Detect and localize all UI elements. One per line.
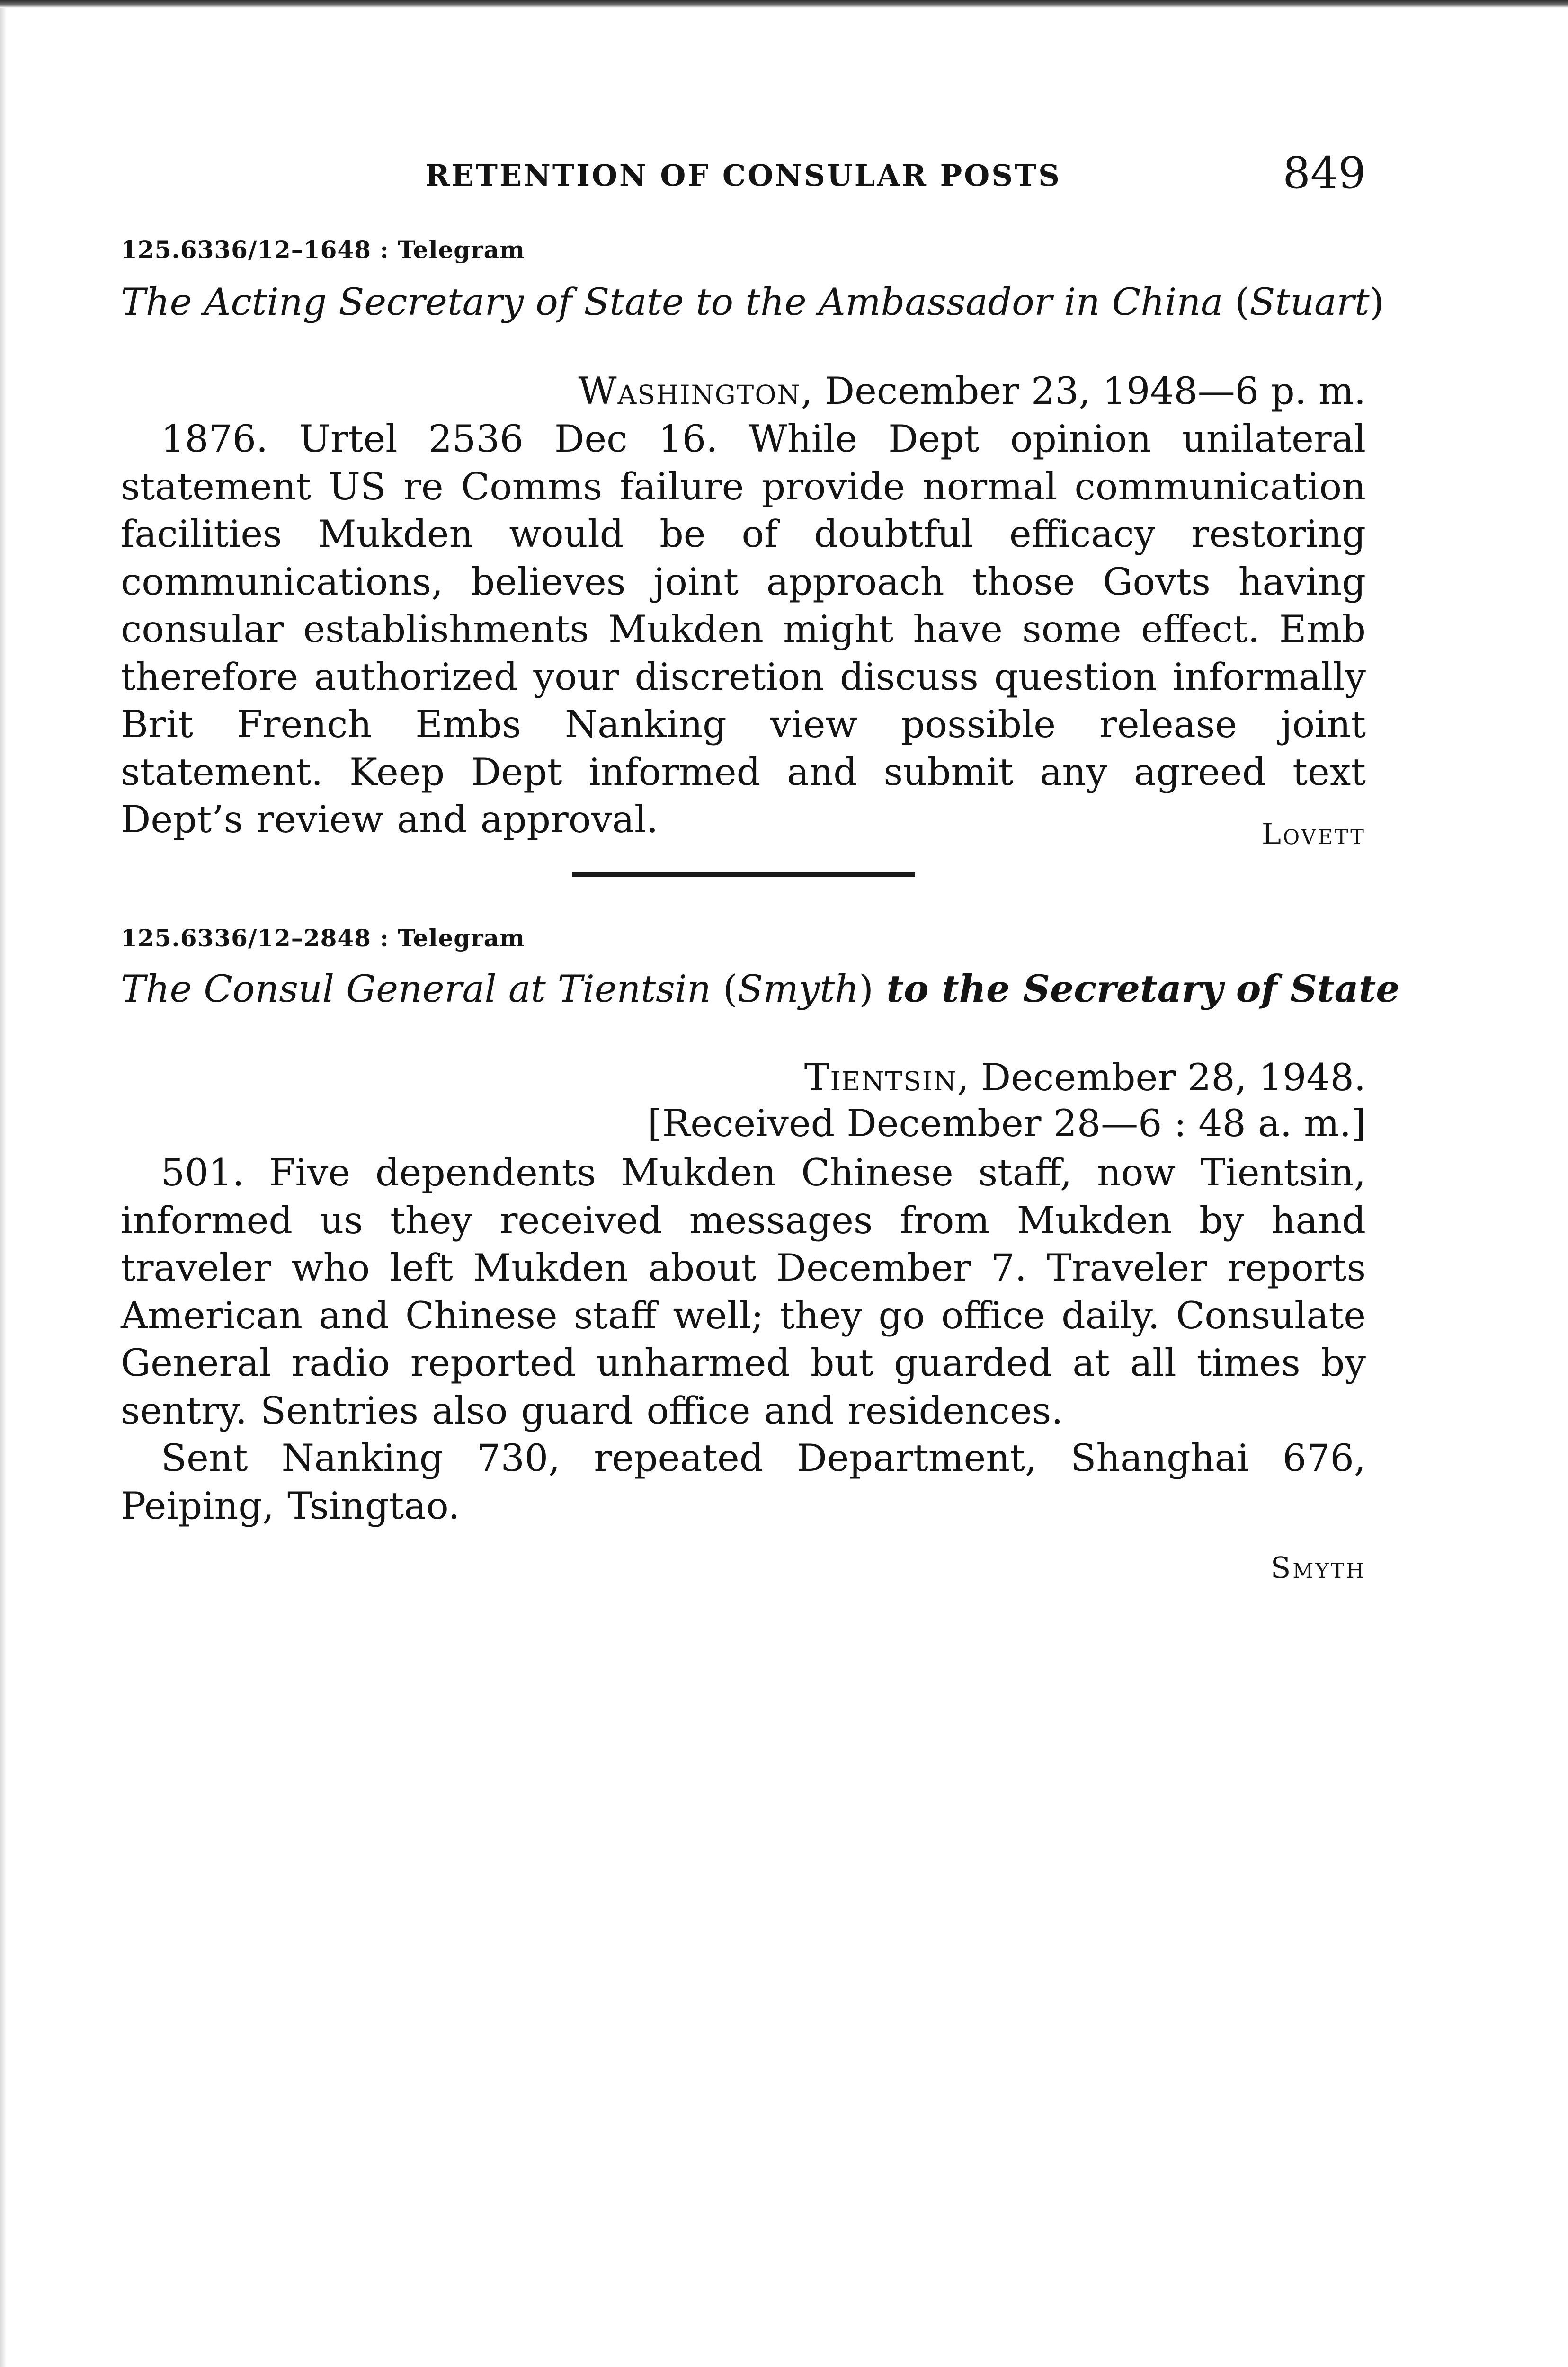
section-divider: [572, 872, 915, 877]
body-paragraph: 1876. Urtel 2536 Dec 16. While Dept opinion unilateral statement US re Comms failure provide normal communication facilities Mukden would be of doubtful efficacy restoring communications, believes joint approach those Govts having consular establishments Mukden might have some effect. Emb therefore authorized your discretion discuss question informally Brit French Embs Nanking view possible release joint statement. Keep Dept informed and submit any agreed text Dept’s review and approval.: [121, 417, 1366, 841]
telegram-body: [121, 1149, 1366, 1530]
scan-left-edge: [0, 8, 7, 2367]
scan-top-edge: [0, 0, 1568, 8]
page-header: [121, 148, 1366, 205]
title-paren-open: (: [722, 967, 738, 1011]
dateline: [804, 1056, 1366, 1099]
title-person: Smyth: [737, 967, 859, 1011]
title-paren-close: ): [1369, 280, 1384, 324]
title-person: Stuart: [1249, 280, 1370, 324]
dateline: [578, 369, 1366, 413]
dateline-date: , December 23, 1948—6 p. m.: [801, 369, 1366, 413]
title-recipient: to the Secretary of State: [873, 967, 1400, 1011]
telegram-body: [121, 415, 1366, 844]
title-text: The Consul General at Tientsin: [121, 967, 723, 1011]
file-reference: 125.6336/12–2848 : Telegram: [121, 924, 525, 952]
dateline-date: , December 28, 1948.: [957, 1056, 1366, 1099]
body-paragraph: Sent Nanking 730, repeated Department, Shanghai 676, Peiping, Tsingtao.: [121, 1436, 1366, 1528]
dateline-place: Washington: [578, 369, 801, 413]
body-paragraph: 501. Five dependents Mukden Chinese staff, now Tientsin, informed us they received messages from Mukden by hand traveler who left Mukden about December 7. Traveler reports American and Chinese staff well; they go office daily. Consulate General radio reported unharmed but guarded at all times by sentry. Sentries also guard office and residences.: [121, 1151, 1366, 1433]
title-paren-open: (: [1235, 280, 1250, 324]
title-paren-close: ): [859, 967, 873, 1011]
document-title: [121, 280, 1384, 324]
title-text: The Acting Secretary of State to the Ambassador in China: [121, 280, 1235, 324]
page-number: 849: [1283, 148, 1366, 198]
document-title: [121, 967, 1400, 1011]
signature: Lovett: [1261, 817, 1366, 851]
dateline-place: Tientsin: [804, 1056, 957, 1099]
running-head: RETENTION OF CONSULAR POSTS: [425, 158, 1061, 193]
file-reference: 125.6336/12–1648 : Telegram: [121, 236, 525, 264]
received-line: [Received December 28—6 : 48 a. m.]: [647, 1102, 1366, 1145]
signature: Smyth: [1270, 1550, 1366, 1585]
